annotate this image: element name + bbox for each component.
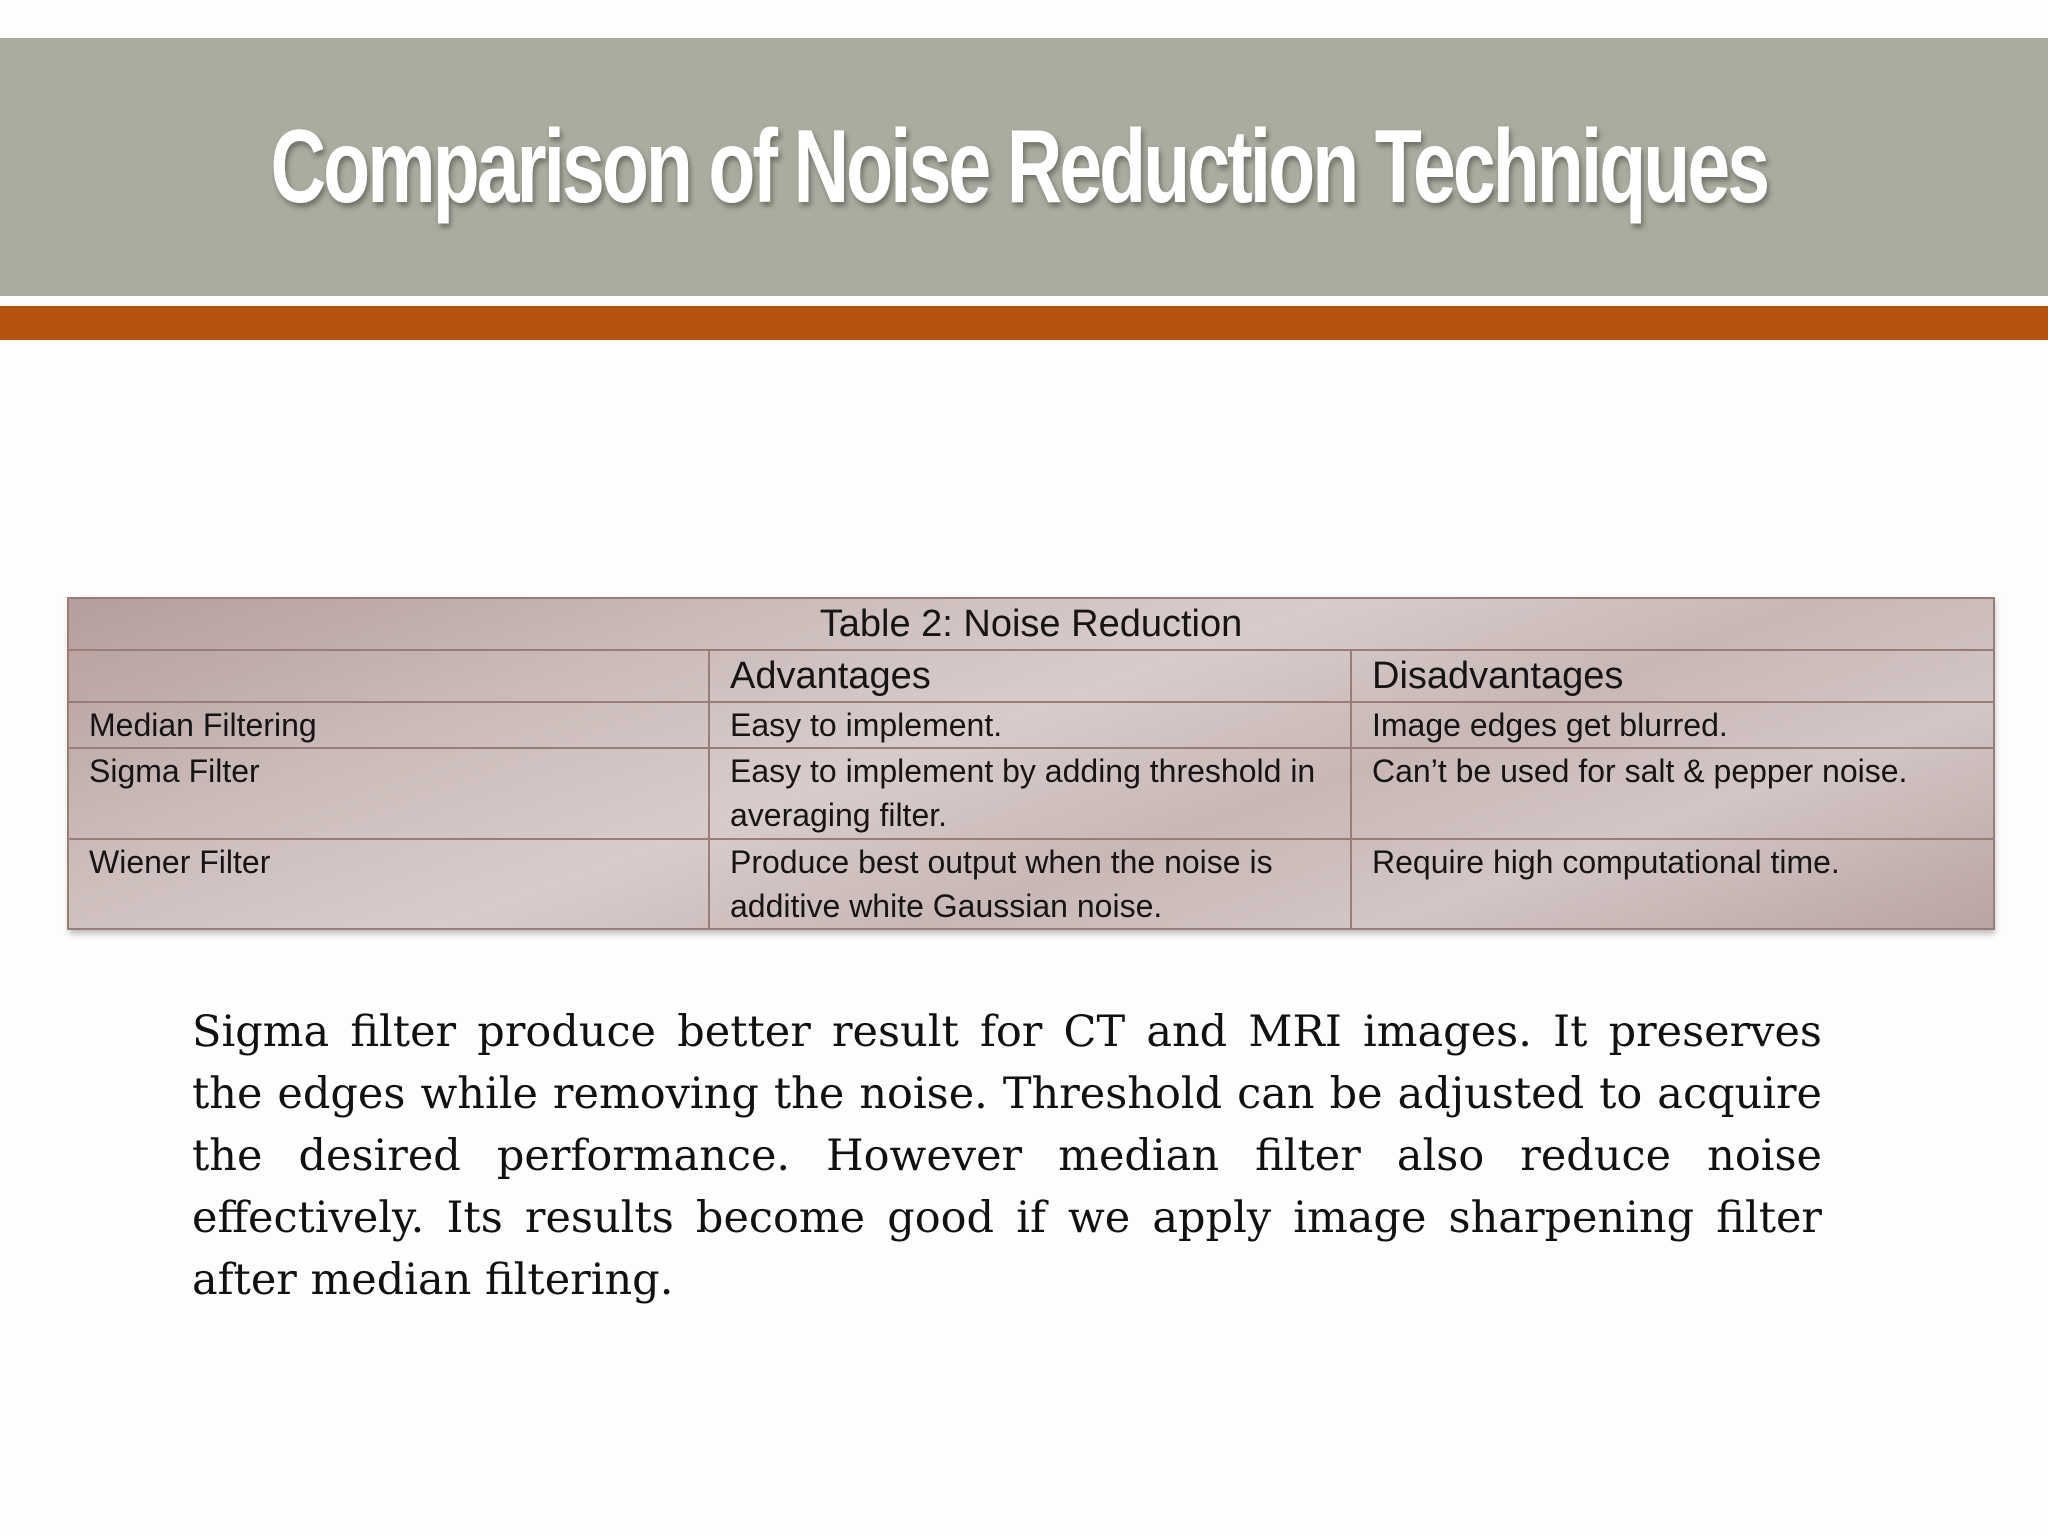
technique-disadvantage: Image edges get blurred. [1351, 702, 1994, 748]
header-advantages: Advantages [709, 650, 1351, 702]
header-blank [68, 650, 709, 702]
table-caption-row [68, 598, 1994, 650]
table-header-row [68, 650, 1994, 702]
technique-disadvantage: Can’t be used for salt & pepper noise. [1351, 748, 1994, 838]
technique-name: Sigma Filter [68, 748, 709, 838]
comparison-table [67, 597, 1995, 930]
slide-title: Comparison of Noise Reduction Techniques [270, 109, 1768, 225]
technique-advantage: Easy to implement by adding threshold in averaging filter. [709, 748, 1351, 838]
technique-name: Median Filtering [68, 702, 709, 748]
technique-advantage: Produce best output when the noise is additive white Gaussian noise. [709, 839, 1351, 929]
table-row [68, 748, 1994, 838]
technique-name: Wiener Filter [68, 839, 709, 929]
summary-paragraph: Sigma filter produce better result for CT and MRI images. It preserves the edges while removing the noise. Threshold can be adjusted to acquire the desired performance. However median filter also reduce noise effectively. Its results become good if we apply image sharpening filter after median filtering. [192, 1007, 1822, 1305]
header-disadvantages: Disadvantages [1351, 650, 1994, 702]
technique-disadvantage: Require high computational time. [1351, 839, 1994, 929]
noise-reduction-table [67, 597, 1993, 930]
table-caption: Table 2: Noise Reduction [68, 598, 1994, 650]
table-row [68, 702, 1994, 748]
accent-bar [0, 306, 2048, 340]
technique-advantage: Easy to implement. [709, 702, 1351, 748]
table-row [68, 839, 1994, 929]
